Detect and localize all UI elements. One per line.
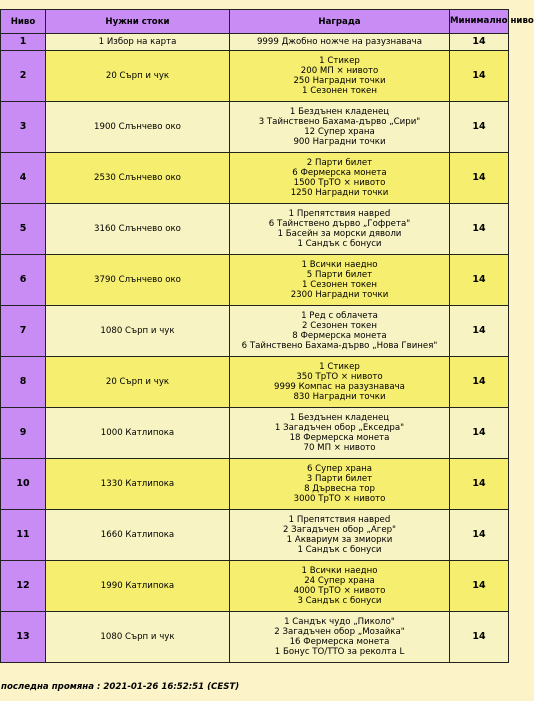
goods-cell: 1330 Катлипока xyxy=(46,459,230,510)
reward-line: 6 Тайнствено дърво „Гофрета" xyxy=(268,219,411,229)
table-row xyxy=(1,153,509,204)
reward-line: 1 Сандък с бонуси xyxy=(297,239,382,249)
goods-cell: 1000 Катлипока xyxy=(46,408,230,459)
reward-line: 6 Супер храна xyxy=(306,464,373,474)
reward-line: 2 Сезонен токен xyxy=(302,321,377,331)
reward-line: 18 Фермерска монета xyxy=(289,433,390,443)
reward-cell xyxy=(230,510,450,561)
table-row xyxy=(1,34,509,51)
reward-line: 1 Всички наедно xyxy=(301,260,378,270)
level-cell: 5 xyxy=(1,204,46,255)
reward-line: 1500 ТрТО × нивото xyxy=(293,178,386,188)
reward-cell xyxy=(230,306,450,357)
reward-cell xyxy=(230,204,450,255)
reward-line: 1250 Наградни точки xyxy=(290,188,389,198)
reward-line: 1 Бездънен кладенец xyxy=(289,413,390,423)
reward-line: 1 Бонус ТО/ТТО за реколта L xyxy=(274,647,405,657)
min-level-cell: 14 xyxy=(450,510,509,561)
table-row xyxy=(1,612,509,663)
table-row xyxy=(1,204,509,255)
reward-line: 1 Сандък с бонуси xyxy=(297,545,382,555)
level-cell: 13 xyxy=(1,612,46,663)
reward-line: 2300 Наградни точки xyxy=(290,290,389,300)
min-level-cell: 14 xyxy=(450,612,509,663)
header-row xyxy=(1,10,509,34)
reward-line: 6 Тайнствено Бахама-дърво „Нова Гвинея" xyxy=(241,341,438,351)
min-level-cell: 14 xyxy=(450,153,509,204)
goods-cell: 1900 Слънчево око xyxy=(46,102,230,153)
level-cell: 4 xyxy=(1,153,46,204)
reward-cell xyxy=(230,102,450,153)
reward-line: 1 Сезонен токен xyxy=(302,280,377,290)
reward-line: 200 МП × нивото xyxy=(300,66,379,76)
level-cell: 2 xyxy=(1,51,46,102)
reward-line: 8 Дървесна тор xyxy=(304,484,375,494)
reward-line: 5 Парти билет xyxy=(306,270,373,280)
level-cell: 3 xyxy=(1,102,46,153)
reward-line: 1 Сезонен токен xyxy=(302,86,377,96)
reward-cell xyxy=(230,459,450,510)
reward-line: 6 Фермерска монета xyxy=(292,168,387,178)
reward-cell xyxy=(230,51,450,102)
last-modified: последна промяна : 2021-01-26 16:52:51 (CEST) xyxy=(1,682,240,692)
min-level-cell: 14 xyxy=(450,34,509,51)
reward-cell xyxy=(230,408,450,459)
min-level-cell: 14 xyxy=(450,306,509,357)
reward-line: 830 Наградни точки xyxy=(293,392,386,402)
goods-cell: 3160 Слънчево око xyxy=(46,204,230,255)
min-level-cell: 14 xyxy=(450,357,509,408)
goods-cell: 1990 Катлипока xyxy=(46,561,230,612)
reward-line: 9999 Компас на разузнавача xyxy=(274,382,405,392)
min-level-cell: 14 xyxy=(450,408,509,459)
table-row xyxy=(1,459,509,510)
reward-line: 2 Загадъчен обор „Агер" xyxy=(282,525,397,535)
reward-cell xyxy=(230,357,450,408)
reward-line: 8 Фермерска монета xyxy=(292,331,387,341)
reward-cell xyxy=(230,153,450,204)
min-level-cell: 14 xyxy=(450,204,509,255)
reward-line: 1 Стикер xyxy=(319,56,360,66)
goods-cell: 1660 Катлипока xyxy=(46,510,230,561)
table-row xyxy=(1,357,509,408)
goods-cell: 1080 Сърп и чук xyxy=(46,306,230,357)
table-row xyxy=(1,51,509,102)
reward-line: 24 Супер храна xyxy=(304,576,375,586)
reward-line: 1 Ред с облачета xyxy=(301,311,378,321)
goods-cell: 20 Сърп и чук xyxy=(46,357,230,408)
table-row xyxy=(1,102,509,153)
table-row xyxy=(1,510,509,561)
reward-line: 1 Аквариум за змиорки xyxy=(286,535,393,545)
reward-line: 4000 ТрТО × нивото xyxy=(293,586,386,596)
header-min-level: Минимално ниво xyxy=(450,10,509,34)
reward-line: 900 Наградни точки xyxy=(293,137,386,147)
level-cell: 11 xyxy=(1,510,46,561)
reward-cell xyxy=(230,612,450,663)
level-cell: 12 xyxy=(1,561,46,612)
goods-cell: 20 Сърп и чук xyxy=(46,51,230,102)
level-cell: 8 xyxy=(1,357,46,408)
goods-cell: 3790 Слънчево око xyxy=(46,255,230,306)
goods-cell: 2530 Слънчево око xyxy=(46,153,230,204)
table-row xyxy=(1,306,509,357)
reward-line: 1 Басейн за морски дяволи xyxy=(277,229,402,239)
reward-line: 250 Наградни точки xyxy=(293,76,386,86)
reward-cell xyxy=(230,34,450,51)
level-cell: 6 xyxy=(1,255,46,306)
reward-line: 9999 Джобно ножче на разузнавача xyxy=(256,37,423,47)
min-level-cell: 14 xyxy=(450,561,509,612)
min-level-cell: 14 xyxy=(450,102,509,153)
header-goods: Нужни стоки xyxy=(46,10,230,34)
level-cell: 1 xyxy=(1,34,46,51)
min-level-cell: 14 xyxy=(450,459,509,510)
levels-table xyxy=(0,9,534,663)
min-level-cell: 14 xyxy=(450,51,509,102)
goods-cell: 1080 Сърп и чук xyxy=(46,612,230,663)
reward-line: 16 Фермерска монета xyxy=(289,637,390,647)
reward-cell xyxy=(230,561,450,612)
reward-line: 3 Парти билет xyxy=(306,474,373,484)
reward-line: 1 Сандък чудо „Пиколо" xyxy=(284,617,395,627)
reward-line: 1 Всички наедно xyxy=(301,566,378,576)
level-cell: 9 xyxy=(1,408,46,459)
reward-line: 1 Стикер xyxy=(319,362,360,372)
reward-line: 1 Загадъчен обор „Екседра" xyxy=(274,423,405,433)
reward-cell xyxy=(230,255,450,306)
reward-line: 12 Супер храна xyxy=(304,127,375,137)
reward-line: 3000 ТрТО × нивото xyxy=(293,494,386,504)
reward-line: 1 Бездънен кладенец xyxy=(289,107,390,117)
reward-line: 2 Парти билет xyxy=(306,158,373,168)
level-cell: 7 xyxy=(1,306,46,357)
reward-line: 70 МП × нивото xyxy=(303,443,376,453)
reward-line: 3 Тайнствено Бахама-дърво „Сири" xyxy=(258,117,421,127)
table-body xyxy=(1,34,509,663)
table-row xyxy=(1,255,509,306)
table-row xyxy=(1,408,509,459)
min-level-cell: 14 xyxy=(450,255,509,306)
reward-line: 350 ТрТО × нивото xyxy=(296,372,383,382)
header-reward: Награда xyxy=(230,10,450,34)
header-level: Ниво xyxy=(1,10,46,34)
reward-line: 1 Препятствия наврed xyxy=(288,515,391,525)
reward-line: 2 Загадъчен обор „Мозайка" xyxy=(274,627,405,637)
reward-line: 1 Препятствия наврed xyxy=(288,209,391,219)
level-cell: 10 xyxy=(1,459,46,510)
table-row xyxy=(1,561,509,612)
reward-line: 3 Сандък с бонуси xyxy=(297,596,382,606)
goods-cell: 1 Избор на карта xyxy=(46,34,230,51)
